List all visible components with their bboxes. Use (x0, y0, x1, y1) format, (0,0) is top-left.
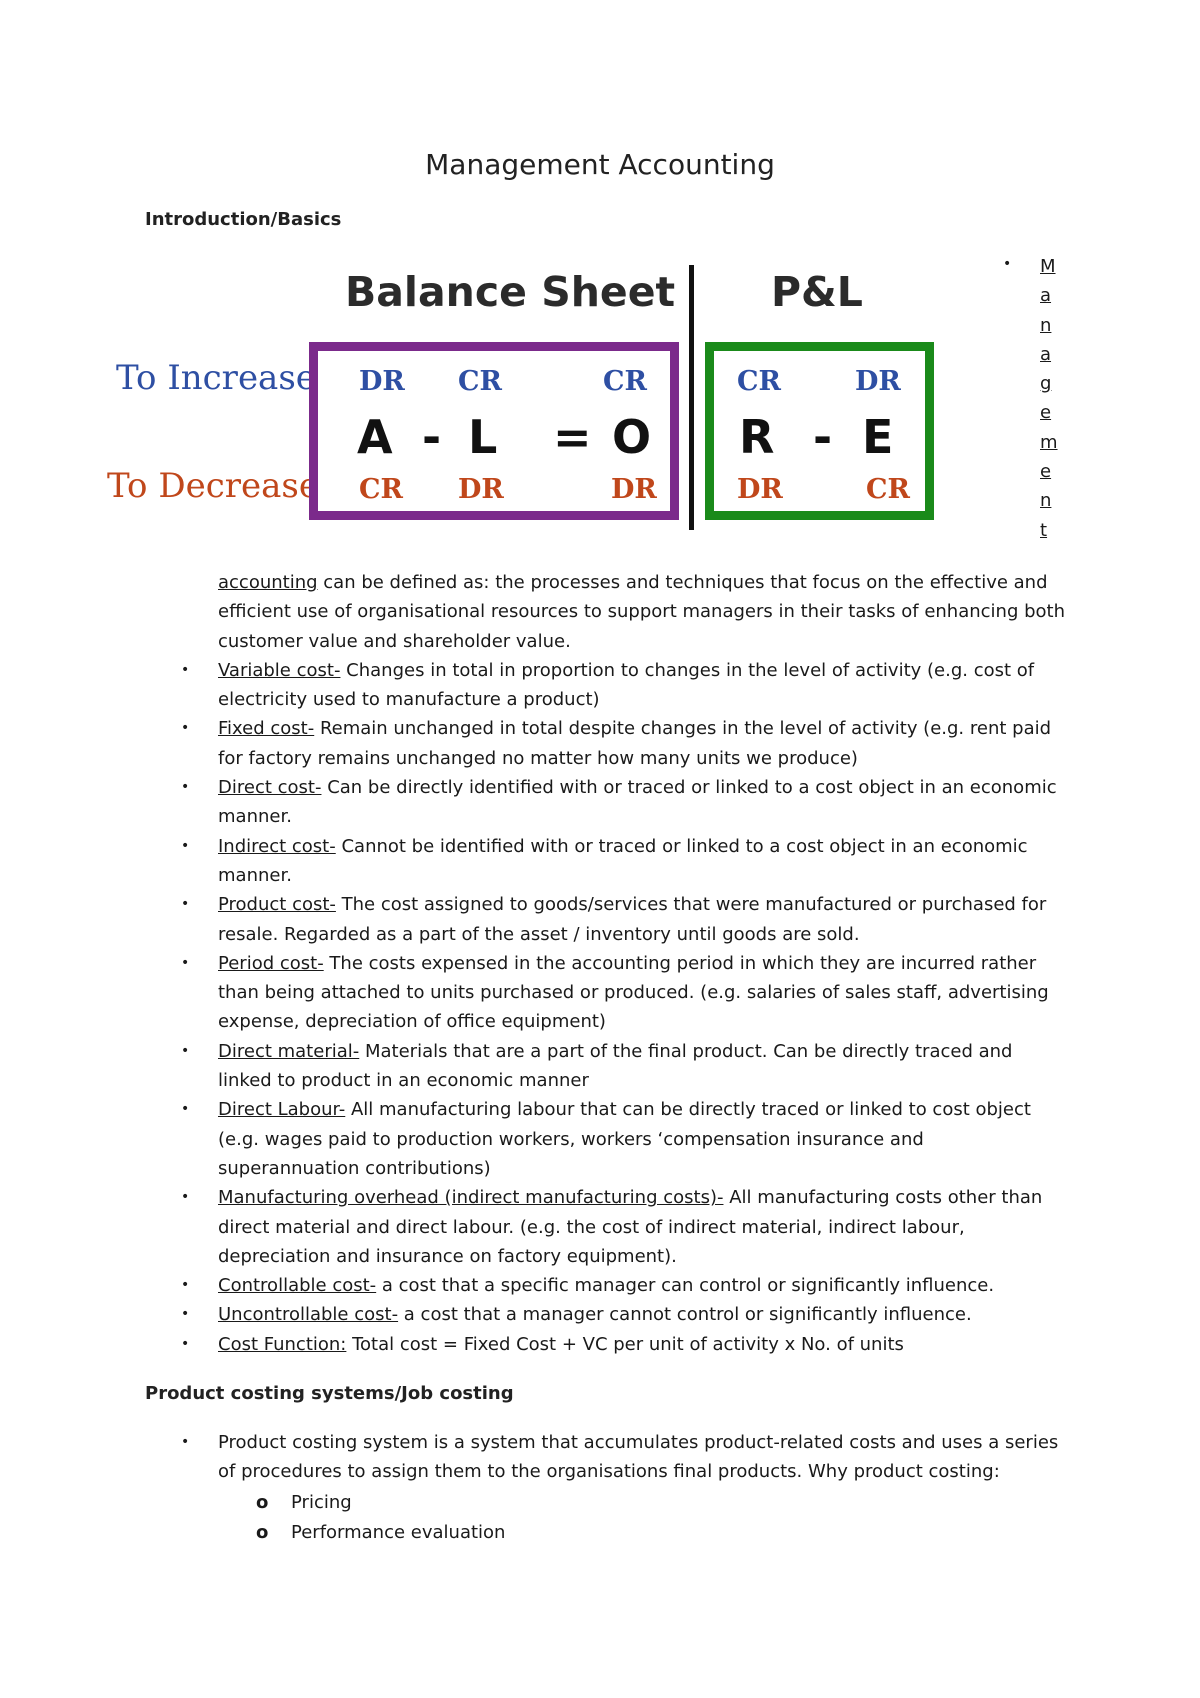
bullet-icon: • (181, 837, 190, 854)
bs-top-asset: DR (359, 366, 405, 397)
term: Indirect cost- (218, 835, 336, 857)
list-item-text: Product costing system is a system that accumulates product-related costs and uses a series of procedures to assign them to the organisations final products. Why product costing: (218, 1432, 1059, 1483)
term: Uncontrollable cost- (218, 1304, 399, 1326)
bullet-icon: • (1003, 256, 1012, 272)
list-item (145, 773, 1065, 832)
vertical-letter: g (1040, 373, 1052, 395)
bs-eq-liability: L (468, 410, 498, 464)
bullet-icon: • (181, 1101, 190, 1118)
product-sublist (145, 1488, 1065, 1548)
definition-text: Total cost = Fixed Cost + VC per unit of activity x No. of units (346, 1333, 904, 1355)
definitions-list (145, 568, 1065, 1359)
pl-bottom-expense: CR (866, 474, 910, 505)
vertical-letter: a (1040, 343, 1052, 365)
pl-eq-expense: E (862, 410, 894, 464)
list-item (145, 1330, 1065, 1359)
list-item (145, 1271, 1065, 1300)
list-item (145, 1095, 1065, 1183)
bullet-icon: • (181, 1189, 190, 1206)
balance-sheet-heading: Balance Sheet (345, 268, 676, 316)
page-title: Management Accounting (425, 148, 775, 181)
bs-bottom-liability: DR (458, 474, 504, 505)
definition-text: Remain unchanged in total despite changes in the level of activity (e.g. rent paid for factory remains unchanged no matter how many units we produce) (218, 718, 1052, 769)
vertical-letter: n (1040, 490, 1052, 512)
vertical-letter: a (1040, 285, 1052, 307)
bullet-icon: • (181, 896, 190, 913)
definition-text: The cost assigned to goods/services that were manufactured or purchased for resale. Regarded as a part of the asset / inventory until goods are sold. (218, 894, 1047, 945)
vertical-letter: M (1040, 256, 1056, 277)
term: Fixed cost- (218, 718, 315, 740)
section-heading-product: Product costing systems/Job costing (145, 1383, 514, 1404)
accounting-equation-diagram (0, 0, 1200, 560)
vertical-letter: t (1040, 519, 1048, 541)
list-item (145, 949, 1065, 1037)
term: Period cost- (218, 952, 324, 974)
bullet-icon: • (181, 779, 190, 796)
bullet-icon: • (181, 954, 190, 971)
vertical-letter: e (1040, 402, 1052, 424)
vertical-word (1040, 252, 1070, 545)
vertical-letter: n (1040, 314, 1052, 336)
term: Direct material- (218, 1040, 360, 1062)
pl-top-revenue: CR (737, 366, 781, 397)
sublist-item (145, 1488, 1065, 1518)
bullet-icon: • (181, 1434, 190, 1450)
product-list (145, 1428, 1065, 1487)
definition-text: All manufacturing labour that can be directly traced or linked to cost object (e.g. wages paid to production workers, workers ‘compensation insurance and superannuation contributions) (218, 1099, 1031, 1179)
definition-text: The costs expensed in the accounting period in which they are incurred rather than being attached to units purchased or produced. (e.g. salaries of sales staff, advertising expense, depreciation of office equipment) (218, 952, 1049, 1033)
term: Direct Labour- (218, 1099, 346, 1121)
circle-bullet-icon: o (256, 1492, 269, 1513)
sublist-item-text: Pricing (291, 1492, 352, 1513)
vertical-letter: m (1040, 431, 1058, 453)
term: Variable cost- (218, 659, 341, 681)
term: Controllable cost- (218, 1275, 377, 1297)
definition-text: Changes in total in proportion to changes in the level of activity (e.g. cost of electricity used to manufacture a product) (218, 659, 1035, 711)
definition-text: a cost that a manager cannot control or significantly influence. (398, 1304, 972, 1326)
bullet-icon: • (181, 1335, 190, 1352)
pl-bottom-revenue: DR (737, 474, 783, 505)
bullet-icon: • (181, 1277, 190, 1294)
term: Manufacturing overhead (indirect manufacturing costs)- (218, 1187, 724, 1209)
definition-text: Can be directly identified with or traced or linked to a cost object in an economic manner. (218, 777, 1057, 828)
pl-eq-revenue: R (739, 410, 775, 464)
bullet-icon: • (181, 720, 190, 737)
pl-top-expense: DR (855, 366, 901, 397)
list-item (145, 890, 1065, 949)
diagram-divider (689, 265, 694, 530)
bs-top-equity: CR (603, 366, 647, 397)
bullet-icon: • (181, 1306, 190, 1323)
to-decrease-label: To Decrease (107, 466, 319, 506)
pl-eq-minus: - (813, 410, 833, 464)
bs-eq-asset: A (357, 410, 393, 464)
bs-bottom-equity: DR (611, 474, 657, 505)
term: Cost Function: (218, 1333, 347, 1355)
definition-text: Materials that are a part of the final product. Can be directly traced and linked to product in an economic manner (218, 1040, 1013, 1092)
list-item (145, 656, 1065, 715)
list-item (145, 1037, 1065, 1096)
bullet-icon: • (181, 661, 190, 678)
bs-bottom-asset: CR (359, 474, 403, 505)
bs-eq-minus: - (422, 410, 442, 464)
list-item (145, 832, 1065, 891)
bs-eq-equity: O (612, 410, 652, 464)
term: Direct cost- (218, 777, 322, 799)
term: accounting (218, 572, 318, 593)
definition-text: All manufacturing costs other than direct material and direct labour. (e.g. the cost of indirect material, indirect labour, depreciation and insurance on factory equipment). (218, 1187, 1043, 1267)
term: Product cost- (218, 894, 336, 916)
bs-eq-equals: = (553, 410, 592, 464)
definition-text: Cannot be identified with or traced or linked to a cost object in an economic manner. (218, 835, 1028, 886)
bullet-icon: • (181, 1042, 190, 1059)
circle-bullet-icon: o (256, 1522, 269, 1543)
bs-top-liability: CR (458, 366, 502, 397)
list-item (145, 714, 1065, 773)
definition-text: a cost that a specific manager can control or significantly influence. (376, 1275, 995, 1297)
intro-continuation (145, 568, 1065, 656)
sublist-item-text: Performance evaluation (291, 1522, 506, 1543)
section-heading-intro: Introduction/Basics (145, 209, 342, 230)
sublist-item (145, 1518, 1065, 1548)
list-item (145, 1183, 1065, 1271)
list-item (145, 1428, 1065, 1487)
vertical-letter: e (1040, 461, 1052, 483)
list-item (145, 1300, 1065, 1329)
to-increase-label: To Increase (116, 358, 316, 398)
pl-heading: P&L (771, 268, 863, 316)
definition-text: can be defined as: the processes and techniques that focus on the effective and efficient use of organisational resources to support managers in their tasks of enhancing both customer value and shareholder value. (218, 572, 1066, 652)
